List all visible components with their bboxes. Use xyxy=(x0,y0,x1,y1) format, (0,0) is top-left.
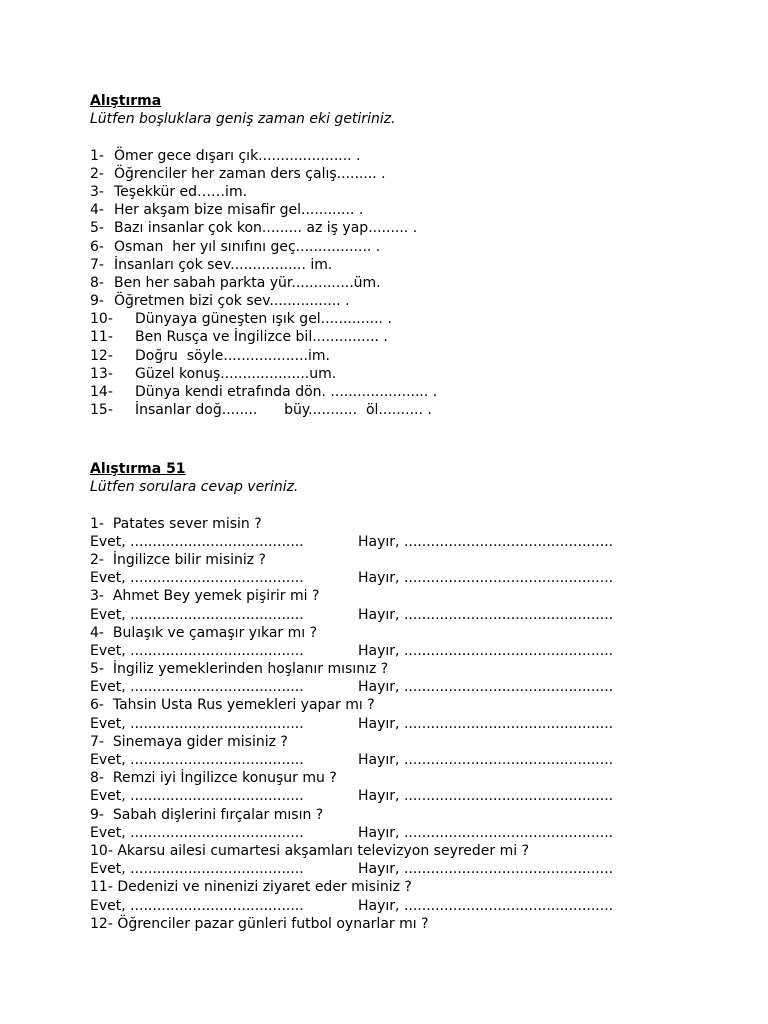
exercise2-instruction: Lütfen sorulara cevap veriniz. xyxy=(90,479,299,496)
question-line: 11- Dedenizi ve ninenizi ziyaret eder misiniz ? xyxy=(90,879,412,896)
exercise1-item xyxy=(90,401,730,419)
exercise1-list xyxy=(90,147,730,420)
question-line: 2- İngilizce bilir misiniz ? xyxy=(90,551,266,568)
item-text: Güzel konuş....................um. xyxy=(135,365,337,382)
exercise1-item xyxy=(90,383,730,401)
exercise1-item xyxy=(90,292,730,310)
answer-no-blank[interactable]: Hayır, ............................................... xyxy=(358,752,614,769)
item-text: Her akşam bize misafir gel............ . xyxy=(114,202,364,219)
answer-yes-blank[interactable]: Evet, ....................................... xyxy=(90,715,304,732)
exercise1-item xyxy=(90,183,730,201)
answer-yes-blank[interactable]: Evet, ....................................... xyxy=(90,752,304,769)
item-number: 3- xyxy=(90,183,104,200)
answer-no-blank[interactable]: Hayır, ............................................... xyxy=(358,679,614,696)
question-line: 7- Sinemaya gider misiniz ? xyxy=(90,733,288,750)
exercise1-item xyxy=(90,347,730,365)
item-number: 12- xyxy=(90,347,113,364)
question-line: 5- İngiliz yemeklerinden hoşlanır mısınız ? xyxy=(90,661,389,678)
answer-no-blank[interactable]: Hayır, ............................................... xyxy=(358,533,614,550)
answer-yes-blank[interactable]: Evet, ....................................... xyxy=(90,824,304,841)
exercise1-item xyxy=(90,365,730,383)
answer-line xyxy=(90,533,730,551)
answer-yes-blank[interactable]: Evet, ....................................... xyxy=(90,606,304,623)
answer-no-blank[interactable]: Hayır, ............................................... xyxy=(358,570,614,587)
question-line: 3- Ahmet Bey yemek pişirir mi ? xyxy=(90,588,320,605)
answer-no-blank[interactable]: Hayır, ............................................... xyxy=(358,788,614,805)
item-text: Dünyaya güneşten ışık gel.............. . xyxy=(135,311,392,328)
answer-line xyxy=(90,715,730,733)
spacer xyxy=(90,128,730,146)
answer-no-blank[interactable]: Hayır, ............................................... xyxy=(358,897,614,914)
item-text: Osman her yıl sınıfını geç................. . xyxy=(114,238,381,255)
answer-no-blank[interactable]: Hayır, ............................................... xyxy=(358,824,614,841)
exercise1-item xyxy=(90,201,730,219)
answer-line xyxy=(90,897,730,915)
item-number: 10- xyxy=(90,311,113,328)
answer-no-blank[interactable]: Hayır, ............................................... xyxy=(358,642,614,659)
item-text: Ben her sabah parkta yür..............üm. xyxy=(114,274,381,291)
exercise2-title: Alıştırma 51 xyxy=(90,461,186,477)
answer-line xyxy=(90,860,730,878)
question-line: 9- Sabah dişlerini fırçalar mısın ? xyxy=(90,806,324,823)
item-number: 2- xyxy=(90,165,104,182)
item-text: Ömer gece dışarı çık..................... . xyxy=(114,147,361,164)
item-text: Öğrenciler her zaman ders çalış......... . xyxy=(114,165,386,182)
answer-yes-blank[interactable]: Evet, ....................................... xyxy=(90,679,304,696)
exercise2-list xyxy=(90,515,730,933)
answer-line xyxy=(90,642,730,660)
question-line: 1- Patates sever misin ? xyxy=(90,515,262,532)
exercise1-title: Alıştırma xyxy=(90,93,162,109)
item-text: Dünya kendi etrafında dön. ...................... . xyxy=(135,384,438,401)
item-number: 5- xyxy=(90,220,104,237)
item-text: Bazı insanlar çok kon......... az iş yap......... . xyxy=(114,220,418,237)
answer-yes-blank[interactable]: Evet, ....................................... xyxy=(90,570,304,587)
answer-line xyxy=(90,606,730,624)
answer-line xyxy=(90,569,730,587)
item-number: 9- xyxy=(90,293,104,310)
answer-yes-blank[interactable]: Evet, ....................................... xyxy=(90,897,304,914)
item-text: Teşekkür ed……im. xyxy=(114,183,248,200)
answer-no-blank[interactable]: Hayır, ............................................... xyxy=(358,606,614,623)
answer-yes-blank[interactable]: Evet, ....................................... xyxy=(90,533,304,550)
answer-line xyxy=(90,751,730,769)
item-number: 13- xyxy=(90,365,113,382)
exercise1-item xyxy=(90,147,730,165)
exercise1-item xyxy=(90,165,730,183)
exercise-fill-in xyxy=(90,92,730,419)
answer-yes-blank[interactable]: Evet, ....................................... xyxy=(90,642,304,659)
item-number: 11- xyxy=(90,329,113,346)
item-number: 1- xyxy=(90,147,104,164)
item-number: 4- xyxy=(90,202,104,219)
item-number: 14- xyxy=(90,384,113,401)
exercise1-instruction: Lütfen boşluklara geniş zaman eki getiriniz. xyxy=(90,111,396,128)
exercise1-item xyxy=(90,256,730,274)
item-text: İnsanları çok sev................. im. xyxy=(114,256,333,273)
item-text: Öğretmen bizi çok sev................ . xyxy=(114,293,350,310)
answer-line xyxy=(90,824,730,842)
item-text: Doğru söyle...................im. xyxy=(135,347,330,364)
item-number: 6- xyxy=(90,238,104,255)
question-line: 4- Bulaşık ve çamaşır yıkar mı ? xyxy=(90,624,318,641)
question-line: 8- Remzi iyi İngilizce konuşur mu ? xyxy=(90,770,337,787)
spacer xyxy=(90,496,730,514)
question-line: 10- Akarsu ailesi cumartesi akşamları televizyon seyreder mi ? xyxy=(90,842,530,859)
answer-line xyxy=(90,678,730,696)
exercise1-item xyxy=(90,310,730,328)
question-line: 12- Öğrenciler pazar günleri futbol oynarlar mı ? xyxy=(90,915,429,932)
exercise-questions xyxy=(90,460,730,933)
answer-no-blank[interactable]: Hayır, ............................................... xyxy=(358,715,614,732)
exercise1-item xyxy=(90,274,730,292)
item-number: 15- xyxy=(90,402,113,419)
item-number: 8- xyxy=(90,274,104,291)
answer-line xyxy=(90,787,730,805)
answer-yes-blank[interactable]: Evet, ....................................... xyxy=(90,861,304,878)
item-text: Ben Rusça ve İngilizce bil............... . xyxy=(135,329,388,346)
exercise1-item xyxy=(90,328,730,346)
item-number: 7- xyxy=(90,256,104,273)
item-text: İnsanlar doğ........ büy........... öl.......... . xyxy=(135,402,432,419)
answer-yes-blank[interactable]: Evet, ....................................... xyxy=(90,788,304,805)
exercise1-item xyxy=(90,219,730,237)
question-line: 6- Tahsin Usta Rus yemekleri yapar mı ? xyxy=(90,697,375,714)
exercise1-item xyxy=(90,238,730,256)
answer-no-blank[interactable]: Hayır, ............................................... xyxy=(358,861,614,878)
